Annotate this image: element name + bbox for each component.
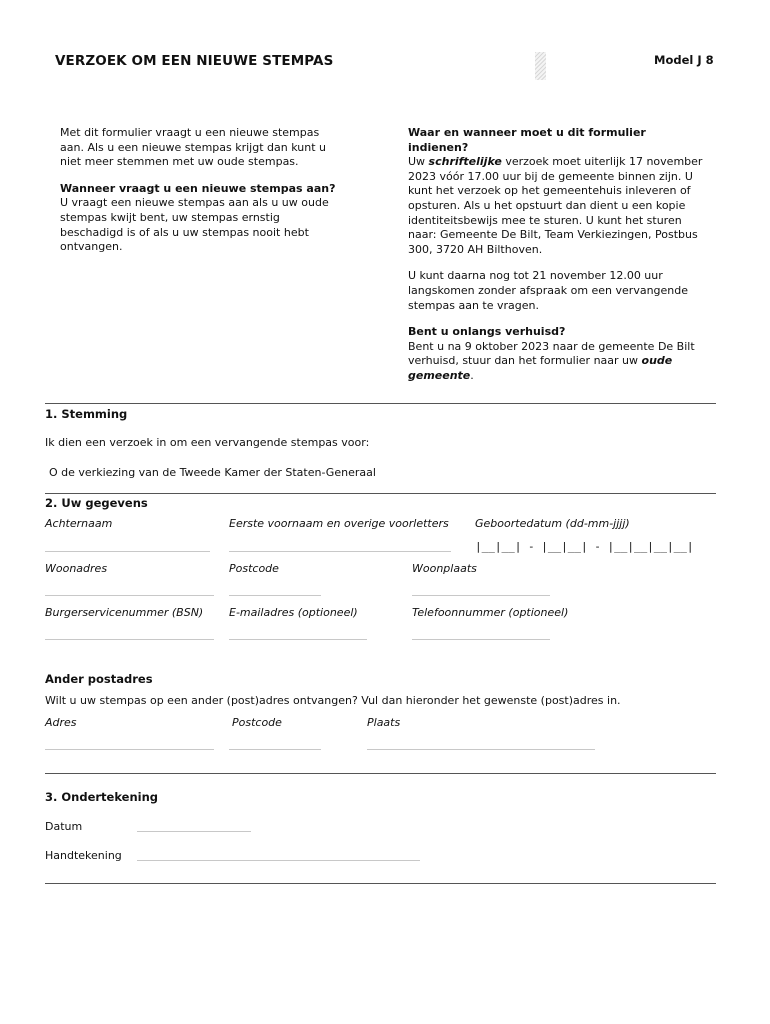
emphasis-schriftelijke: schriftelijke bbox=[428, 155, 502, 169]
woonadres-label: Woonadres bbox=[45, 562, 108, 575]
intro-text-line: identiteitsbewijs mee te sturen. U kunt het sturen bbox=[408, 213, 682, 227]
intro-text-line: gemeente. bbox=[408, 368, 474, 382]
section-2-heading: 2. Uw gegevens bbox=[45, 496, 148, 510]
divider bbox=[45, 773, 716, 774]
intro-text-line: verhuisd, stuur dan het formulier naar uw oude bbox=[408, 354, 673, 368]
where-heading-line: indienen? bbox=[408, 140, 469, 154]
adres-field[interactable] bbox=[45, 749, 214, 750]
telefoon-label: Telefoonnummer (optioneel) bbox=[412, 606, 569, 619]
intro-text-line: beschadigd is of als u uw stempas nooit hebt bbox=[60, 225, 309, 239]
ander-postadres-text: Wilt u uw stempas op een ander (post)adres ontvangen? Vul dan hieronder het gewenste (post)adres in. bbox=[45, 694, 621, 707]
intro-text-line: opsturen. Als u het opstuurt dan dient u een kopie bbox=[408, 198, 686, 212]
postcode-field[interactable] bbox=[229, 749, 321, 750]
form-title: VERZOEK OM EEN NIEUWE STEMPAS bbox=[55, 53, 334, 69]
email-field[interactable] bbox=[229, 639, 367, 640]
voornaam-label: Eerste voornaam en overige voorletters bbox=[229, 517, 449, 530]
intro-text-line: U vraagt een nieuwe stempas aan als u uw oude bbox=[60, 196, 329, 210]
emphasis-gemeente: gemeente bbox=[408, 368, 471, 382]
postcode-label: Postcode bbox=[232, 716, 282, 729]
intro-text-line: Uw schriftelijke verzoek moet uiterlijk 17 november bbox=[408, 155, 703, 169]
election-option-checkbox[interactable]: O de verkiezing van de Tweede Kamer der Staten-Generaal bbox=[49, 466, 376, 479]
intro-text-line: ontvangen. bbox=[60, 240, 123, 254]
woonplaats-field[interactable] bbox=[412, 595, 550, 596]
intro-text-line: Met dit formulier vraagt u een nieuwe stempas bbox=[60, 126, 320, 139]
when-heading: Wanneer vraagt u een nieuwe stempas aan? bbox=[60, 181, 336, 195]
emphasis-oude: oude bbox=[641, 354, 673, 368]
intro-text-line: niet meer stemmen met uw oude stempas. bbox=[60, 155, 299, 169]
geboortedatum-field[interactable]: |__|__| - |__|__| - |__|__|__|__| bbox=[475, 540, 694, 553]
intro-text-line: langskomen zonder afspraak om een vervangende bbox=[408, 283, 689, 297]
plaats-label: Plaats bbox=[367, 716, 401, 729]
model-label: Model J 8 bbox=[654, 53, 714, 67]
intro-text-line: stempas kwijt bent, uw stempas ernstig bbox=[60, 210, 280, 224]
barcode-stripe bbox=[535, 52, 546, 80]
intro-text-line: 2023 vóór 17.00 uur bij de gemeente binnen zijn. U bbox=[408, 169, 693, 183]
bsn-field[interactable] bbox=[45, 639, 214, 640]
moved-heading: Bent u onlangs verhuisd? bbox=[408, 325, 566, 339]
signature-field[interactable] bbox=[137, 860, 420, 861]
intro-text-line: stempas aan te vragen. bbox=[408, 298, 539, 312]
postcode-field[interactable] bbox=[229, 595, 321, 596]
telefoon-field[interactable] bbox=[412, 639, 550, 640]
geboortedatum-label: Geboortedatum (dd-mm-jjjj) bbox=[475, 517, 630, 530]
handtekening-label: Handtekening bbox=[45, 849, 122, 862]
section-3-heading: 3. Ondertekening bbox=[45, 790, 159, 804]
achternaam-label: Achternaam bbox=[45, 517, 113, 530]
intro-text-line: 300, 3720 AH Bilthoven. bbox=[408, 242, 543, 256]
email-label: E-mailadres (optioneel) bbox=[229, 606, 358, 619]
achternaam-field[interactable] bbox=[45, 551, 210, 552]
divider bbox=[45, 493, 716, 494]
adres-label: Adres bbox=[45, 716, 77, 729]
intro-text-line: U kunt daarna nog tot 21 november 12.00 uur bbox=[408, 269, 663, 283]
plaats-field[interactable] bbox=[367, 749, 595, 750]
datum-field[interactable] bbox=[137, 831, 251, 832]
section-1-heading: 1. Stemming bbox=[45, 407, 128, 421]
datum-label: Datum bbox=[45, 820, 83, 833]
divider bbox=[45, 883, 716, 884]
intro-left bbox=[60, 126, 370, 255]
voornaam-field[interactable] bbox=[229, 551, 451, 552]
postcode-label: Postcode bbox=[229, 562, 279, 575]
bsn-label: Burgerservicenummer (BSN) bbox=[45, 606, 204, 619]
divider bbox=[45, 403, 716, 404]
intro-text-line: kunt het verzoek op het gemeentehuis inleveren of bbox=[408, 184, 691, 198]
woonadres-field[interactable] bbox=[45, 595, 214, 596]
intro-text-line: Bent u na 9 oktober 2023 naar de gemeente De Bilt bbox=[408, 339, 695, 353]
woonplaats-label: Woonplaats bbox=[412, 562, 477, 575]
ander-postadres-heading: Ander postadres bbox=[45, 672, 153, 686]
where-heading-line: Waar en wanneer moet u dit formulier bbox=[408, 126, 646, 139]
intro-text-line: naar: Gemeente De Bilt, Team Verkiezingen, Postbus bbox=[408, 228, 698, 242]
request-text: Ik dien een verzoek in om een vervangende stempas voor: bbox=[45, 436, 370, 449]
intro-text-line: aan. Als u een nieuwe stempas krijgt dan kunt u bbox=[60, 140, 326, 154]
intro-right bbox=[408, 126, 718, 384]
